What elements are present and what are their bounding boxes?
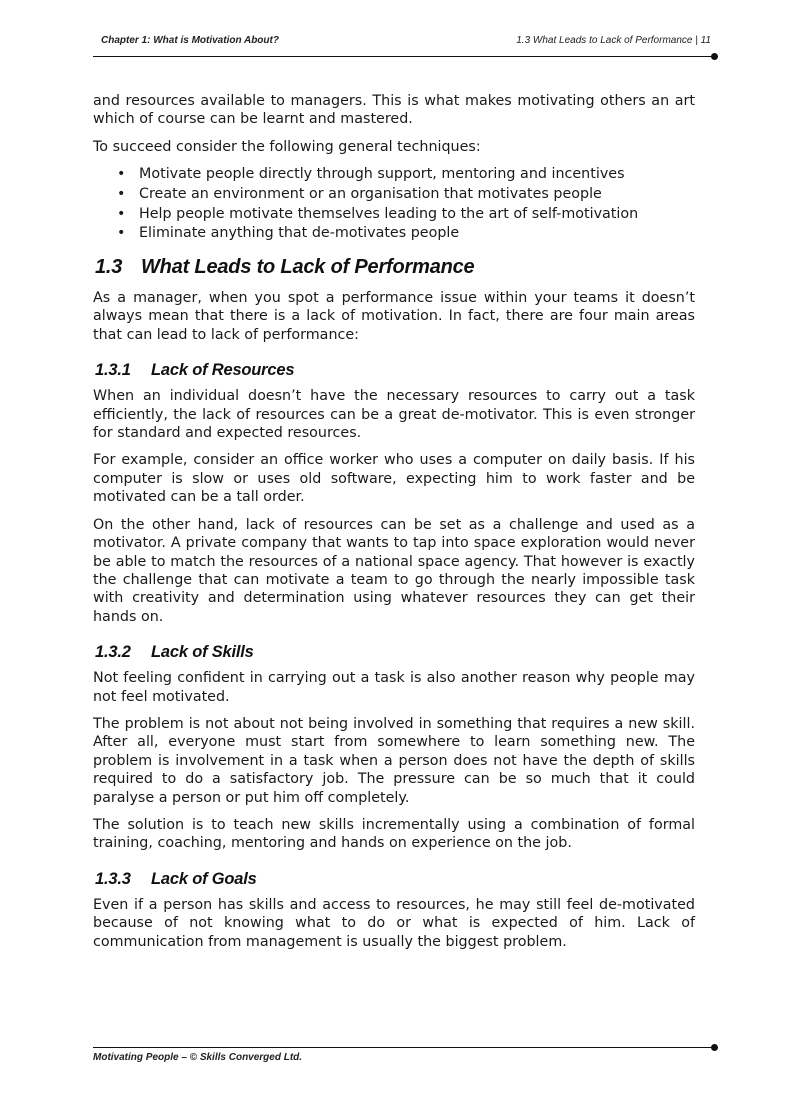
paragraph: The problem is not about not being involved in something that requires a new skill. After all, everyone must start from somewhere to learn something new. The problem is involvement in a task when a person does not have the depth of skills required to do a satisfactory job. The pressure can be so much that it could paralyse a person or put him off completely. (93, 715, 695, 806)
subsection-heading (95, 643, 695, 662)
footer-rule-end-dot (711, 1044, 718, 1051)
footer-rule (93, 1047, 713, 1048)
subsection-heading (95, 870, 695, 889)
paragraph: When an individual doesn’t have the necessary resources to carry out a task efficiently, the lack of resources can be a great de-motivator. This is even stronger for standard and expected resources. (93, 388, 695, 442)
intro-lead-in: To succeed consider the following general techniques: (93, 138, 481, 155)
intro-paragraph: and resources available to managers. This is what makes motivating others an art which of course can be learnt and mastered. (93, 93, 695, 128)
section-paragraph: As a manager, when you spot a performance issue within your teams it doesn’t always mean that there is a lack of motivation. In fact, there are four main areas that can lead to lack of performance: (93, 290, 695, 343)
page-header (101, 35, 711, 51)
list-item: • Motivate people directly through support, mentoring and incentives (139, 165, 695, 185)
section-page-number: 1.3 What Leads to Lack of Performance | 11 (516, 35, 711, 46)
list-item: • Create an environment or an organisation that motivates people (139, 185, 695, 205)
techniques-list (93, 165, 695, 244)
section-title: What Leads to Lack of Performance (141, 256, 475, 279)
header-rule (93, 56, 713, 57)
header-rule-end-dot (711, 53, 718, 60)
subsection-number: 1.3.2 (95, 643, 131, 662)
subsection-title: Lack of Resources (151, 361, 295, 380)
paragraph: Not feeling confident in carrying out a task is also another reason why people may not feel motivated. (93, 670, 695, 705)
subsection-heading (95, 361, 695, 380)
subsection-number: 1.3.3 (95, 869, 131, 888)
paragraph: Even if a person has skills and access to resources, he may still feel de-motivated because of not knowing what to do or what is expected of him. Lack of communication from management is usually the biggest problem. (93, 896, 695, 950)
paragraph: On the other hand, lack of resources can be set as a challenge and used as a motivator. A private company that wants to tap into space exploration would never be able to match the resources of a national space agency. That however is exactly the challenge that can motivate a team to go through the nearly impossible task with creativity and determination using whatever resources they can get their hands on. (93, 516, 695, 625)
page-footer: Motivating People – © Skills Converged Ltd. (93, 1052, 303, 1063)
list-item: • Eliminate anything that de-motivates people (139, 224, 695, 244)
subsection-number: 1.3.1 (95, 361, 131, 380)
section-number: 1.3 (95, 256, 123, 279)
subsection-title: Lack of Goals (151, 869, 257, 888)
paragraph: For example, consider an office worker who uses a computer on daily basis. If his computer is slow or uses old software, expecting him to work faster and be motivated can be a tall order. (93, 452, 695, 506)
page-body (93, 92, 695, 960)
subsection-title: Lack of Skills (151, 643, 254, 662)
paragraph: The solution is to teach new skills incrementally using a combination of formal training, coaching, mentoring and hands on experience on the job. (93, 816, 695, 852)
section-heading (95, 256, 695, 279)
chapter-title: Chapter 1: What is Motivation About? (101, 35, 279, 46)
list-item: • Help people motivate themselves leading to the art of self-motivation (139, 205, 695, 225)
